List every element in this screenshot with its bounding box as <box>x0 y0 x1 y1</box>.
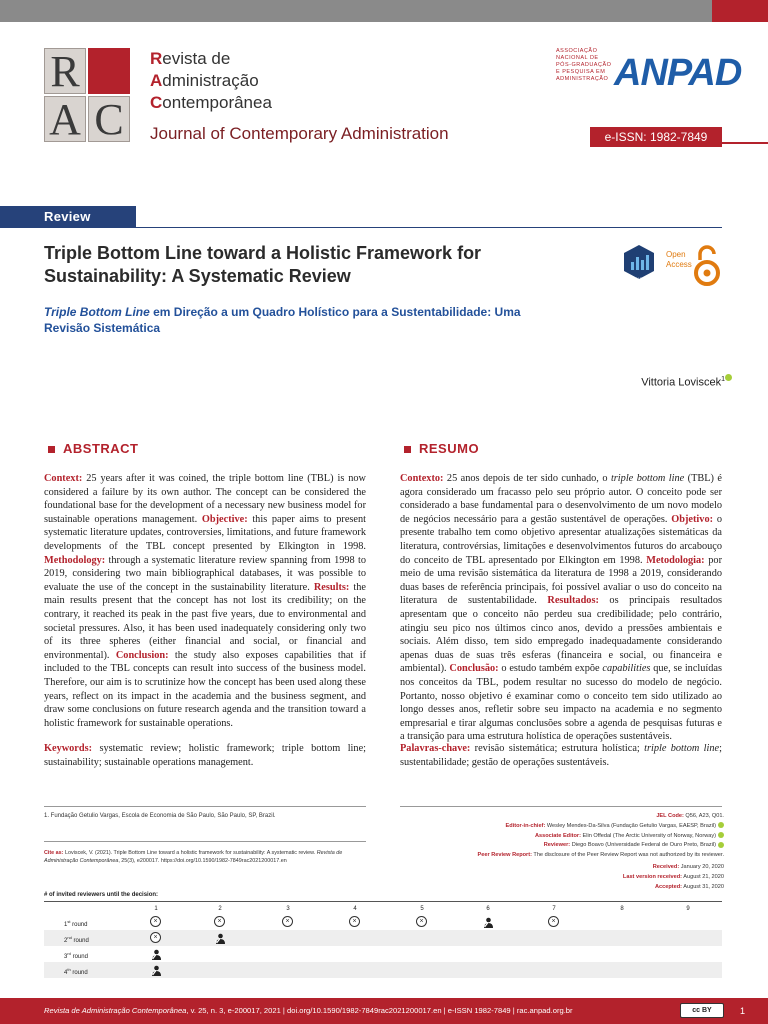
text-italic: triple bottom line <box>644 743 720 754</box>
resumo-keywords <box>400 742 722 769</box>
meta-value: The disclosure of the Peer Review Report was not authorized by its reviewer. <box>531 852 724 859</box>
cite-text: Loviscek, V. (2021). Triple Bottom Line toward a holistic framework for sustainability: A systematic review. <box>63 850 316 856</box>
reviewers-header-row <box>44 904 722 914</box>
page-number: 1 <box>740 1006 746 1016</box>
logo-letter-r: R <box>44 48 86 94</box>
cite-journal: Revista de Administração Contemporânea <box>44 850 343 864</box>
top-bar <box>0 0 768 22</box>
affiliation: 1. Fundação Getulio Vargas, Escola de Economia de São Paulo, São Paulo, SP, Brazil. <box>44 813 276 819</box>
label: Contexto: <box>400 473 444 484</box>
label: Metodologia: <box>646 554 705 566</box>
open-access-lock-icon[interactable] <box>694 244 720 288</box>
orcid-icon[interactable] <box>718 832 724 838</box>
reviewer-column-number: 5 <box>420 906 424 912</box>
declined-reviewer-icon: × <box>150 916 162 928</box>
accepted-reviewer-icon <box>482 916 494 928</box>
meta-label: Received: <box>652 863 680 870</box>
logo-red-tile <box>88 48 130 94</box>
text-italic: triple bottom line <box>610 473 685 484</box>
divider <box>400 806 722 807</box>
divider <box>44 901 722 902</box>
orcid-icon[interactable] <box>718 842 724 848</box>
open-access-label <box>666 250 692 270</box>
journal-name-pt <box>150 48 272 114</box>
text: o estudo também expõe <box>498 663 603 675</box>
accepted-reviewer-icon <box>150 948 162 960</box>
label: Context: <box>44 473 83 484</box>
abstract-keywords <box>44 742 366 769</box>
reviewer-round-row <box>44 914 722 930</box>
meta-label: Reviewer: <box>543 842 571 849</box>
journal-initial: R <box>150 49 163 68</box>
orcid-icon[interactable] <box>725 374 732 381</box>
author-name <box>641 374 732 389</box>
round-number: 1 <box>64 922 68 928</box>
meta-value: Wesley Mendes-Da-Silva (Fundação Getulio Vargas, EAESP, Brazil) <box>545 822 716 829</box>
accepted-reviewer-icon <box>150 964 162 976</box>
text: os principais resultados apresentam que o conceito não perdeu sua credibilidade; pelo contrário, atingiu seu pico nos últimos cinco anos, devido a pressões ambientais e sociais. Além disso, tem sido empregado inadequadamente considerando apenas duas de suas três esferas (financeira e social, ou financeira e ambiental). <box>400 595 722 675</box>
meta-value: Elin Offedal (The Arctic University of Norway, Norway) <box>580 832 716 839</box>
article-title: Triple Bottom Line toward a Holistic Framework for Sustainability: A Systematic Review <box>44 243 482 286</box>
meta-label: JEL Code: <box>656 813 684 819</box>
label: Keywords: <box>44 743 93 754</box>
eissn-badge: e-ISSN: 1982-7849 <box>590 127 722 147</box>
text: o presente trabalho tem como objetivo apresentar atualizações sistemáticas da literatura, controvérsias, limitações e desenvolvimentos futuros do arcabouço do conceito de TBL apresentado por Elkington em 1998. <box>400 513 722 566</box>
logo-letter-a: A <box>44 96 86 142</box>
round-suffix: rd <box>67 951 71 956</box>
round-word: round <box>70 954 88 960</box>
bottom-citation <box>44 998 573 1024</box>
divider <box>44 841 366 842</box>
journal-word: ontemporânea <box>162 93 272 112</box>
citation <box>44 849 374 865</box>
bullet-square <box>404 446 411 453</box>
bottom-details[interactable]: , v. 25, n. 3, e-200017, 2021 | doi.org/10.1590/1982-7849rac2021200017.en | e-ISSN 1982-7849 | rac.anpad.org.br <box>186 1006 573 1015</box>
round-suffix: nd <box>67 935 72 940</box>
journal-word: evista de <box>162 49 231 68</box>
label: Conclusion: <box>115 649 169 661</box>
reviewer-column-number: 3 <box>286 906 290 912</box>
anpad-wordmark: ANPAD <box>614 52 742 94</box>
rac-logo <box>44 48 132 144</box>
journal-name-en: Journal of Contemporary Administration <box>150 124 449 143</box>
text-italic: capabilities <box>602 663 651 675</box>
reviewer-column-number: 4 <box>353 906 357 912</box>
divider <box>44 806 366 807</box>
label: Conclusão: <box>449 663 499 675</box>
label: Objective: <box>201 513 248 525</box>
meta-value: August 31, 2020 <box>682 883 724 890</box>
orcid-icon[interactable] <box>718 822 724 828</box>
reviewer-column-number: 9 <box>686 906 690 912</box>
journal-initial: C <box>150 93 163 112</box>
journal-initial: A <box>150 71 163 90</box>
divider <box>722 142 768 144</box>
article-type: Review <box>44 209 91 224</box>
abstract-heading <box>48 441 139 456</box>
meta-label: Peer Review Report: <box>477 852 532 859</box>
cc-license-badge[interactable]: cc BY <box>680 1003 724 1018</box>
meta-value: Diego Boavo (Universidade Federal de Ouro Preto, Brazil) <box>570 842 716 849</box>
bottom-journal: Revista de Administração Contemporânea <box>44 1006 187 1015</box>
text: revisão sistemática; estrutura holística; <box>470 743 645 754</box>
open-access-word: Access <box>666 260 692 269</box>
reviewers-title: # of invited reviewers until the decision: <box>44 892 159 898</box>
meta-label: Last version received: <box>622 873 682 880</box>
label: Results: <box>313 581 350 593</box>
round-word: round <box>70 970 88 976</box>
round-number: 2 <box>64 938 68 944</box>
declined-reviewer-icon: × <box>548 916 560 928</box>
reviewers-table <box>44 904 722 978</box>
label: Methodology: <box>44 554 106 566</box>
anpad-logo[interactable] <box>556 48 742 108</box>
round-number: 3 <box>64 954 68 960</box>
top-bar-accent <box>712 0 768 22</box>
reviewer-column-number: 6 <box>486 906 490 912</box>
meta-label: Accepted: <box>654 883 682 890</box>
round-label <box>64 962 100 981</box>
text: 25 years after it was coined, the triple bottom line (TBL) is now considered a failure by its own author. The concept can be considered the foundational base for the development of a necessary new business model for sustainable operations management. <box>44 473 366 525</box>
reviewer-column-number: 8 <box>620 906 624 912</box>
text: 25 anos depois de ter sido cunhado, o <box>443 473 611 484</box>
declined-reviewer-icon: × <box>214 916 226 928</box>
anpad-tagline: ASSOCIAÇÃO NACIONAL DE PÓS-GRADUAÇÃO E PESQUISA EM ADMINISTRAÇÃO <box>556 48 612 82</box>
declined-reviewer-icon: × <box>150 932 162 944</box>
resumo-body <box>400 472 722 744</box>
reviewer-round-row <box>44 962 722 978</box>
round-number: 4 <box>64 970 68 976</box>
subtitle-italic: Triple Bottom Line <box>44 305 150 319</box>
editorial-metadata <box>394 812 724 892</box>
round-word: round <box>70 922 88 928</box>
label: Resultados: <box>547 595 599 607</box>
text: (TBL) é agora considerado um fracasso pelo seu próprio autor. O conceito pode ser considerado a base fundamental para o desenvolvimento de um novo modelo de negócios necessário para a gestão sustentável de operações. <box>400 473 722 525</box>
reviewer-column-number: 1 <box>154 906 158 912</box>
reviewer-column-number: 7 <box>552 906 556 912</box>
cite-label: Cite as: <box>44 850 64 856</box>
text: through a systematic literature review spanning from 1998 to 2019, considering two main bibliographical databases, it was possible to evaluate the use of the concept in the sustainability literature. <box>44 554 366 593</box>
bullet-square <box>48 446 55 453</box>
text: this paper aims to present systematic literature updates, controversies, limitations, and future framework developments of the TBL concept presented by Elkington in 1998. <box>44 513 366 552</box>
declined-reviewer-icon: × <box>416 916 428 928</box>
cite-doi[interactable]: , 25(3), e200017. https://doi.org/10.1590/1982-7849rac2021200017.en <box>118 858 287 864</box>
accepted-reviewer-icon <box>214 932 226 944</box>
abstract-body <box>44 472 366 730</box>
text: que, se incluídas nos conceitos da TBL, podem resultar no sucesso do modelo de negócio. Portanto, nosso objetivo é examinar como o conceito tem sido utilizado ao longo desses anos, refletir sobre seu impacto na academia e no segmento empresarial e tirar algumas conclusões sobre a agenda de pesquisas futuras e a transição para uma estrutura holística de operações sustentáveis. <box>400 663 722 743</box>
meta-label: Editor-in-chief: <box>505 822 546 829</box>
declined-reviewer-icon: × <box>349 916 361 928</box>
reviewer-column-number: 2 <box>218 906 222 912</box>
divider <box>136 227 722 228</box>
round-suffix: th <box>67 967 71 972</box>
declined-reviewer-icon: × <box>282 916 294 928</box>
author-affiliation-marker: 1 <box>721 376 725 383</box>
round-word: round <box>71 938 89 944</box>
meta-value: August 21, 2020 <box>682 873 724 880</box>
article-subtitle <box>44 304 564 336</box>
text: the main results present that the concept has not lost its credibility; on the contrary, it reached its peak in the past five years, due to environmental and societal pressures. Also, it has been used inadequately considering only two of its three spheres (either financial and social, or financial and environmental). <box>44 581 366 661</box>
text: the study also exposes capabilities that if included to the TBL concepts can result into success of the business model. Therefore, our aim is to scrutinize how the concept has been used along these years, reflect on its impact in the academia and the business segment, and draw some conclusions on future research agenda and the transition toward a holistic framework for sustainable operations. <box>44 649 366 729</box>
access-badges <box>622 242 722 292</box>
resumo-heading-text: RESUMO <box>419 441 480 456</box>
abstract-heading-text: ABSTRACT <box>63 441 139 456</box>
text: por meio de uma revisão sistemática da literatura de 1998 a 2019, considerando duas bases de referência principais, foi possível avaliar o uso do conceito na literatura de sustentabilidade. <box>400 554 722 607</box>
reviewer-round-row <box>44 930 722 946</box>
meta-value: Q56, A23, Q01. <box>683 813 724 819</box>
logo-letter-c: C <box>88 96 130 142</box>
label: Palavras-chave: <box>400 743 471 754</box>
reviewer-round-row <box>44 946 722 962</box>
label: Objetivo: <box>671 513 714 525</box>
text: systematic review; holistic framework; triple bottom line; sustainability; sustainable operations management. <box>44 743 366 768</box>
meta-label: Associate Editor: <box>534 832 581 839</box>
resumo-heading <box>404 441 479 456</box>
text: ; sustentabilidade; gestão de operações sustentáveis. <box>400 743 722 768</box>
open-access-word: Open <box>666 250 686 259</box>
author-text: Vittoria Loviscek <box>641 376 722 389</box>
open-data-label: OPEN DATA <box>627 276 651 281</box>
meta-value: January 20, 2020 <box>679 863 724 870</box>
round-suffix: st <box>67 919 71 924</box>
subtitle-rest: em Direção a um Quadro Holístico para a Sustentabilidade: Uma Revisão Sistemática <box>44 305 521 335</box>
journal-word: dministração <box>162 71 259 90</box>
